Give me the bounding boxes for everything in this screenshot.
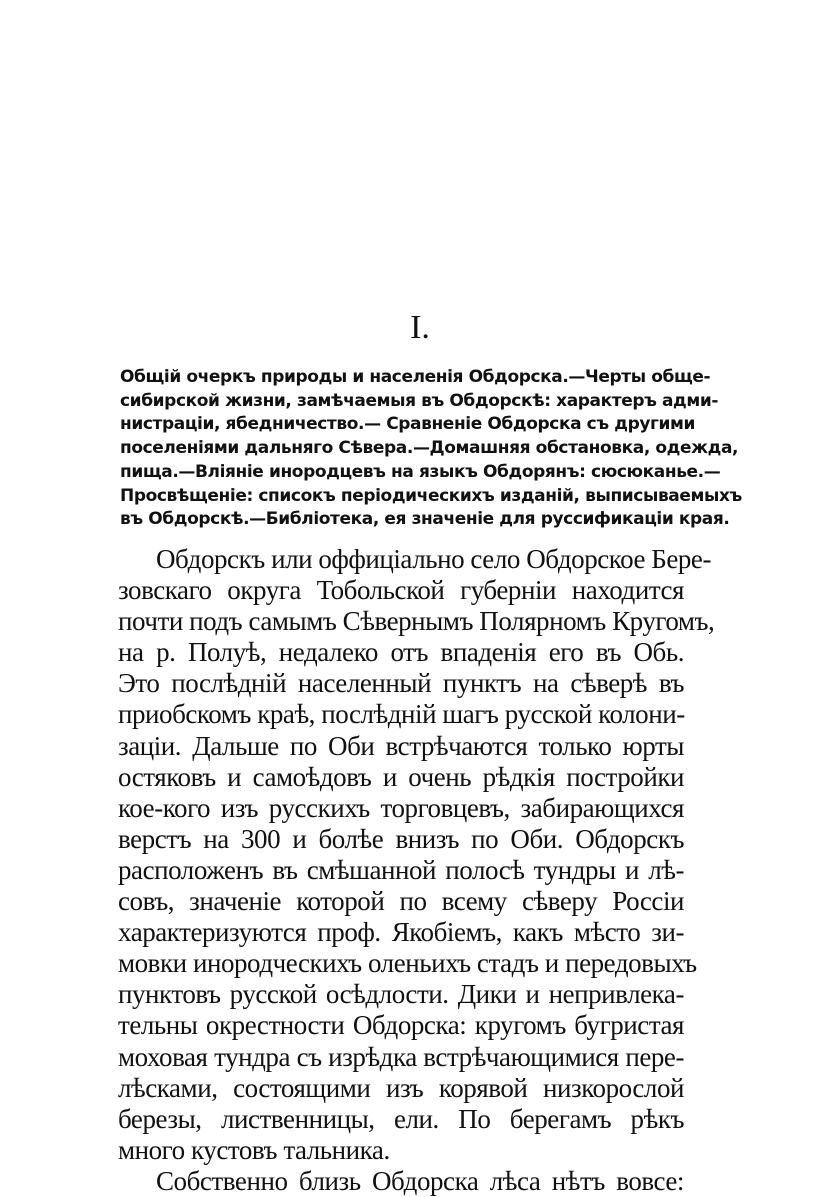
paragraph-line: Это послѣдній населенный пунктъ на сѣверѣ въ <box>118 668 684 699</box>
paragraph-line: много кустовъ тальника. <box>118 1134 390 1165</box>
paragraph-line: моховая тундра съ изрѣдка встрѣчающимися пере- <box>118 1041 684 1072</box>
summary-line: сибирской жизни, замѣчаемыя въ Обдорскѣ: характеръ адми- <box>120 390 719 411</box>
summary-line: Общій очеркъ природы и населенія Обдорска.—Черты обще- <box>120 367 711 387</box>
paragraph-line: совъ, значеніе которой по всему сѣверу Россіи <box>118 886 684 917</box>
paragraph-line: заціи. Дальше по Оби встрѣчаются только юрты <box>118 730 684 761</box>
chapter-number: I. <box>410 309 430 346</box>
summary-line: поселеніями дальняго Сѣвера.—Домашняя обстановка, одежда, <box>120 438 739 459</box>
summary-line: Просвѣщеніе: списокъ періодическихъ изданій, выписываемыхъ <box>120 485 742 506</box>
body-text <box>118 544 715 1197</box>
paragraph-line: верстъ на 300 и болѣе внизъ по Оби. Обдорскъ <box>118 823 684 854</box>
paragraph-line: тельны окрестности Обдорска: кругомъ бугристая <box>118 1010 684 1041</box>
paragraph-line: остяковъ и самоѣдовъ и очень рѣдкія постройки <box>118 761 684 792</box>
paragraph-line: Обдорскъ или оффиціально село Обдорское Бере- <box>156 544 712 574</box>
summary-line: пища.—Вліяніе инородцевъ на языкъ Обдорянъ: сюсюканье.— <box>120 461 721 482</box>
paragraph-line: характеризуются проф. Якобіемъ, какъ мѣсто зи- <box>118 917 684 948</box>
summary-line: нистраціи, ябедничество.— Сравненіе Обдорска съ другими <box>120 414 696 435</box>
paragraph-line: березы, лиственницы, ели. По берегамъ рѣкъ <box>118 1103 684 1134</box>
paragraph-line: кое-кого изъ русскихъ торговцевъ, забирающихся <box>118 792 684 823</box>
paragraph-line: пунктовъ русской осѣдлости. Дики и непривлека- <box>118 979 684 1010</box>
chapter-summary <box>120 366 742 532</box>
paragraph-line: Собственно близь Обдорска лѣса нѣтъ вовсе: <box>156 1165 684 1196</box>
paragraph-line: лѣсками, состоящими изъ корявой низкорослой <box>118 1072 684 1103</box>
paragraph-line: расположенъ въ смѣшанной полосѣ тундры и лѣ- <box>118 854 684 885</box>
paragraph-line: зовскаго округа Тобольской губерніи находится <box>118 575 684 606</box>
paragraph-line: почти подъ самымъ Сѣвернымъ Полярномъ Кругомъ, <box>118 606 715 637</box>
paragraph-line: приобскомъ краѣ, послѣдній шагъ русской колони- <box>118 699 685 730</box>
paragraph-line: на р. Полуѣ, недалеко отъ впаденія его въ Обь. <box>118 637 684 668</box>
summary-line: въ Обдорскѣ.—Библіотека, ея значеніе для руссификаціи края. <box>120 509 730 530</box>
paragraph-line: мовки инородческихъ оленьихъ стадъ и передовыхъ <box>118 948 697 979</box>
